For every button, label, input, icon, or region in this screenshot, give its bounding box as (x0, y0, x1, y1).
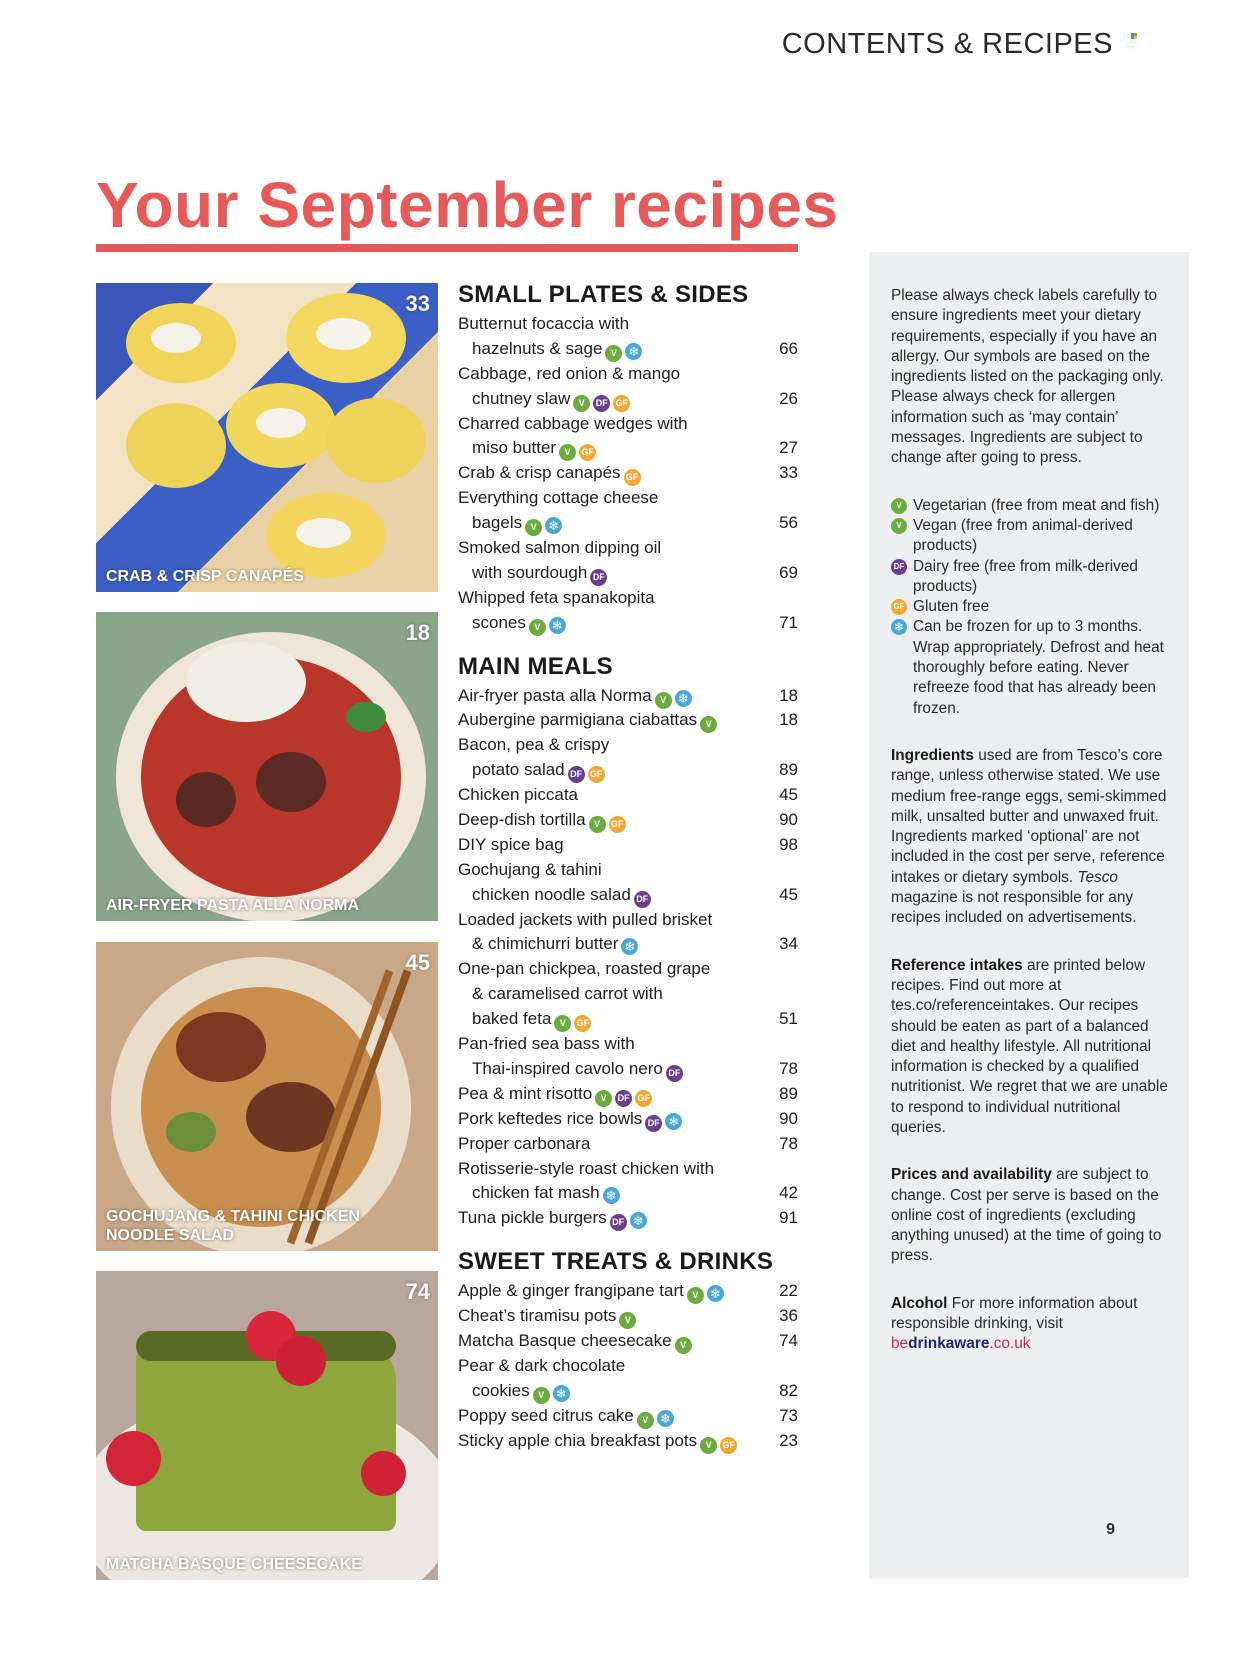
recipe-entry (458, 1157, 798, 1182)
recipe-entry (458, 1404, 798, 1429)
recipe-entry (458, 586, 798, 611)
recipe-entry (458, 1304, 798, 1329)
recipe-entry (458, 561, 798, 586)
recipe-name: potato salad (472, 760, 565, 780)
drinkaware-bold: drinkaware (908, 1335, 990, 1353)
vegetarian-icon: V (525, 519, 542, 536)
recipe-entry (458, 387, 798, 412)
recipe-index (458, 278, 798, 1453)
reference-label: Reference intakes (891, 956, 1023, 974)
freezable-icon: ❄ (549, 617, 566, 634)
recipe-name: Cabbage, red onion & mango (458, 363, 681, 383)
recipe-name: Air-fryer pasta alla Norma (458, 685, 652, 705)
freezable-icon: ❄ (621, 938, 638, 955)
ingredients-text: used are from Tesco’s core range, unless otherwise stated. We use medium free-range eggs, semi-skimmed milk, unsalted butter and unwaxed fruit. Ingredients marked ‘optional’ are not included in the cost per serve, reference intakes or dietary symbols. (891, 746, 1167, 886)
tesco-name: Tesco (1077, 868, 1118, 886)
recipe-name: DIY spice bag (458, 834, 564, 854)
recipe-name: Sticky apple chia breakfast pots (458, 1430, 698, 1450)
recipe-page-number: 51 (779, 1009, 798, 1029)
photo-matcha-cheesecake (96, 1271, 438, 1580)
ingredients-note (891, 746, 1171, 929)
recipe-entry (458, 1354, 798, 1379)
vegetarian-icon: V (700, 1437, 717, 1454)
recipe-name: miso butter (472, 438, 557, 458)
freezable-icon: ❄ (625, 343, 642, 360)
recipe-name: Pork keftedes rice bowls (458, 1108, 643, 1128)
recipe-entry (458, 1032, 798, 1057)
recipe-name: & caramelised carrot with (472, 984, 663, 1004)
gluten-free-icon: GF (891, 599, 907, 615)
recipe-name: hazelnuts & sage (472, 338, 603, 358)
legend-text: Can be frozen for up to 3 months. Wrap appropriately. Defrost and heat thoroughly before eating. Never refreeze food that has already been frozen. (913, 618, 1164, 717)
recipe-page-number: 74 (779, 1330, 798, 1350)
recipe-entry (458, 1082, 798, 1107)
recipe-name: Poppy seed citrus cake (458, 1405, 634, 1425)
recipe-entry (458, 1329, 798, 1354)
recipe-name: One-pan chickpea, roasted grape (458, 959, 711, 979)
legend-text: Vegetarian (free from meat and fish) (913, 496, 1160, 514)
recipe-name: Thai-inspired cavolo nero (472, 1058, 663, 1078)
vegetarian-icon: V (687, 1287, 704, 1304)
recipe-entry (458, 1057, 798, 1082)
legend-text: Vegan (free from animal-derived products) (913, 516, 1133, 555)
freezable-icon: ❄ (603, 1187, 620, 1204)
vegetarian-icon: V (595, 1090, 612, 1107)
recipe-name: Charred cabbage wedges with (458, 413, 688, 433)
recipe-name: Pear & dark chocolate (458, 1355, 626, 1375)
recipe-entry (458, 536, 798, 561)
recipe-entry (458, 758, 798, 783)
recipe-page-number: 90 (779, 1108, 798, 1128)
recipe-entry (458, 858, 798, 883)
gluten-free-icon: GF (613, 395, 630, 412)
ingredients-label: Ingredients (891, 746, 974, 764)
recipe-name: chicken fat mash (472, 1183, 600, 1203)
recipe-entry (458, 982, 798, 1007)
drinkaware-link[interactable] (891, 1335, 1030, 1352)
photo-crab-canapes (96, 283, 438, 592)
recipe-name: bagels (472, 513, 523, 533)
recipe-name: Cheat’s tiramisu pots (458, 1306, 617, 1326)
photo-caption: CRAB & CRISP CANAPÉS (106, 568, 304, 585)
legend-item (891, 597, 1171, 617)
freezable-icon: ❄ (675, 690, 692, 707)
recipe-page-number: 78 (779, 1133, 798, 1153)
drinkaware-suffix: .co.uk (989, 1335, 1031, 1353)
recipe-page-number: 36 (779, 1306, 798, 1326)
recipe-name: Deep-dish tortilla (458, 810, 586, 830)
recipe-name: Matcha Basque cheesecake (458, 1330, 672, 1350)
recipe-entry (458, 412, 798, 437)
recipe-entry (458, 908, 798, 933)
dairy-free-icon: DF (590, 569, 607, 586)
photo-noodle-salad (96, 942, 438, 1251)
recipe-entry (458, 684, 798, 709)
legend-item (891, 496, 1171, 516)
category-heading: SWEET TREATS & DRINKS (458, 1248, 774, 1276)
photo-page-number: 45 (405, 950, 430, 975)
recipe-page-number: 18 (779, 685, 798, 705)
recipe-entry (458, 1429, 798, 1454)
recipe-page-number: 27 (779, 438, 798, 458)
recipe-entry (458, 486, 798, 511)
vegetarian-icon: V (605, 345, 622, 362)
gluten-free-icon: GF (574, 1015, 591, 1032)
recipe-entry (458, 511, 798, 536)
corner-logo-mark (1131, 33, 1137, 39)
recipe-page-number: 73 (779, 1405, 798, 1425)
vegetarian-icon: V (619, 1312, 636, 1329)
recipe-entry (458, 833, 798, 858)
legend-text: Dairy free (free from milk-derived products) (913, 557, 1138, 595)
recipe-name: Aubergine parmigiana ciabattas (458, 710, 698, 730)
recipe-name: Proper carbonara (458, 1133, 591, 1153)
legend-item (891, 557, 1171, 598)
recipe-name: Gochujang & tahini (458, 859, 602, 879)
recipe-entry (458, 337, 798, 362)
recipe-entry (458, 1279, 798, 1304)
vegetarian-icon: V (573, 395, 590, 412)
recipe-entry (458, 957, 798, 982)
dairy-free-icon: DF (615, 1090, 632, 1107)
gluten-free-icon: GF (579, 444, 596, 461)
recipe-page-number: 33 (779, 463, 798, 483)
recipe-page-number: 66 (779, 338, 798, 358)
gluten-free-icon: GF (624, 469, 641, 486)
page-number: 9 (1106, 1521, 1115, 1538)
gluten-free-icon: GF (609, 816, 626, 833)
recipe-name: Smoked salmon dipping oil (458, 538, 662, 558)
prices-note (891, 1165, 1171, 1266)
dairy-free-icon: DF (634, 891, 651, 908)
recipe-name: Crab & crisp canapés (458, 463, 621, 483)
recipe-entry (458, 932, 798, 957)
freezable-icon: ❄ (657, 1410, 674, 1427)
dairy-free-icon: DF (666, 1065, 683, 1082)
recipe-entry (458, 1379, 798, 1404)
recipe-entry (458, 1181, 798, 1206)
recipe-entry (458, 436, 798, 461)
recipe-entry (458, 1107, 798, 1132)
recipe-entry (458, 733, 798, 758)
recipe-page-number: 34 (779, 934, 798, 954)
photo-caption: AIR-FRYER PASTA ALLA NORMA (106, 897, 360, 914)
vegetarian-icon: V (554, 1015, 571, 1032)
allergy-notice: Please always check labels carefully to ensure ingredients meet your dietary requirements, especially if you have an allergy. Our symbols are based on the ingredients listed on the packaging only. Please always check for allergen information such as ‘may contain’ messages. Ingredients are subject to change after going to press. (891, 287, 1164, 467)
photo-page-number: 33 (405, 291, 430, 316)
recipe-page-number: 78 (779, 1058, 798, 1078)
recipe-page-number: 18 (779, 710, 798, 730)
legend-item (891, 516, 1171, 557)
recipe-name: Loaded jackets with pulled brisket (458, 909, 713, 929)
dairy-free-icon: DF (610, 1214, 627, 1231)
recipe-name: & chimichurri butter (472, 934, 619, 954)
dairy-free-icon: DF (568, 766, 585, 783)
recipe-name: chutney slaw (472, 388, 571, 408)
recipe-name: Apple & ginger frangipane tart (458, 1281, 684, 1301)
alcohol-text: For more information about responsible drinking, visit (891, 1294, 1138, 1333)
prices-label: Prices and availability (891, 1166, 1052, 1184)
recipe-page-number: 23 (779, 1430, 798, 1450)
recipe-page-number: 26 (779, 388, 798, 408)
recipe-page-number: 69 (779, 562, 798, 582)
recipe-page-number: 22 (779, 1281, 798, 1301)
legend-item (891, 617, 1171, 718)
recipe-page-number: 89 (779, 1083, 798, 1103)
section-header: CONTENTS & RECIPES (781, 28, 1113, 60)
category-heading: SMALL PLATES & SIDES (458, 281, 749, 308)
freezable-icon: ❄ (545, 517, 562, 534)
ingredients-text-end: magazine is not responsible for any recipes included on advertisements. (891, 889, 1137, 927)
vegetarian-icon: V (529, 619, 546, 636)
recipe-page-number: 89 (779, 760, 798, 780)
freezable-icon: ❄ (707, 1285, 724, 1302)
reference-text: are printed below recipes. Find out more at tes.co/referenceintakes. Our recipes should be eaten as part of a balanced diet and healthy lifestyle. All nutritional information is checked by a qualified nutritionist. We regret that we are unable to respond to individual nutritional queries. (891, 956, 1168, 1136)
dairy-free-icon: DF (593, 395, 610, 412)
recipe-page-number: 42 (779, 1183, 798, 1203)
recipe-name: Whipped feta spanakopita (458, 587, 655, 607)
vegetarian-icon: V (700, 716, 717, 733)
recipe-page-number: 45 (779, 785, 798, 805)
prices-text: are subject to change. Cost per serve is based on the online cost of ingredients (excluding anything unused) at the time of going to press. (891, 1166, 1162, 1265)
recipe-entry (458, 312, 798, 337)
recipe-name: cookies (472, 1380, 530, 1400)
recipe-page-number: 98 (779, 834, 798, 854)
freezable-icon: ❄ (665, 1113, 682, 1130)
gluten-free-icon: GF (635, 1090, 652, 1107)
freezable-icon: ❄ (630, 1212, 647, 1229)
vegetarian-icon: V (637, 1412, 654, 1429)
photo-page-number: 18 (405, 620, 430, 645)
alcohol-label: Alcohol (891, 1294, 948, 1312)
recipe-name: Pea & mint risotto (458, 1083, 593, 1103)
recipe-name: Bacon, pea & crispy (458, 735, 610, 755)
recipe-entry (458, 808, 798, 833)
info-panel (869, 252, 1189, 1578)
legend-text: Gluten free (913, 598, 990, 616)
recipe-page-number: 71 (779, 612, 798, 632)
vegetarian-icon: V (891, 498, 907, 514)
page-title: Your September recipes (96, 169, 839, 241)
recipe-name: Pan-fried sea bass with (458, 1034, 635, 1054)
photo-caption: MATCHA BASQUE CHEESECAKE (106, 1556, 363, 1573)
recipe-entry (458, 783, 798, 808)
vegetarian-icon: V (891, 518, 907, 534)
recipe-entry (458, 362, 798, 387)
recipe-name: Rotisserie-style roast chicken with (458, 1158, 715, 1178)
dairy-free-icon: DF (891, 559, 907, 575)
recipe-page-number: 45 (779, 884, 798, 904)
photo-pasta-alla-norma (96, 612, 438, 921)
dairy-free-icon: DF (645, 1115, 662, 1132)
recipe-name: Butternut focaccia with (458, 314, 630, 333)
recipe-entry (458, 461, 798, 486)
recipe-name: chicken noodle salad (472, 884, 631, 904)
recipe-name: Everything cottage cheese (458, 488, 659, 508)
vegetarian-icon: V (559, 444, 576, 461)
symbol-legend (891, 496, 1171, 719)
vegetarian-icon: V (533, 1387, 550, 1404)
recipe-name: Tuna pickle burgers (458, 1208, 607, 1228)
photo-caption: GOCHUJANG & TAHINI CHICKEN NOODLE SALAD (106, 1208, 360, 1244)
drinkaware-prefix: be (891, 1335, 909, 1353)
recipe-name: baked feta (472, 1009, 552, 1029)
recipe-page-number: 90 (779, 810, 798, 830)
photo-page-number: 74 (405, 1279, 430, 1304)
freezable-icon: ❄ (553, 1385, 570, 1402)
recipe-page-number: 82 (779, 1380, 798, 1400)
vegetarian-icon: V (655, 692, 672, 709)
reference-intakes-note (891, 956, 1171, 1139)
recipe-entry (458, 883, 798, 908)
recipe-entry (458, 1132, 798, 1157)
title-underline (96, 244, 798, 252)
recipe-entry (458, 1007, 798, 1032)
recipe-name: Chicken piccata (458, 785, 579, 805)
gluten-free-icon: GF (720, 1437, 737, 1454)
category-heading: MAIN MEALS (458, 652, 613, 680)
recipe-name: scones (472, 612, 526, 632)
freezable-icon: ❄ (891, 619, 907, 635)
recipe-page-number: 56 (779, 513, 798, 533)
vegetarian-icon: V (675, 1337, 692, 1354)
recipe-entry (458, 708, 798, 733)
recipe-page-number: 91 (779, 1208, 798, 1228)
recipe-entry (458, 611, 798, 636)
alcohol-note (891, 1294, 1171, 1355)
recipe-entry (458, 1206, 798, 1231)
vegetarian-icon: V (589, 816, 606, 833)
gluten-free-icon: GF (588, 766, 605, 783)
recipe-name: with sourdough (472, 562, 588, 582)
